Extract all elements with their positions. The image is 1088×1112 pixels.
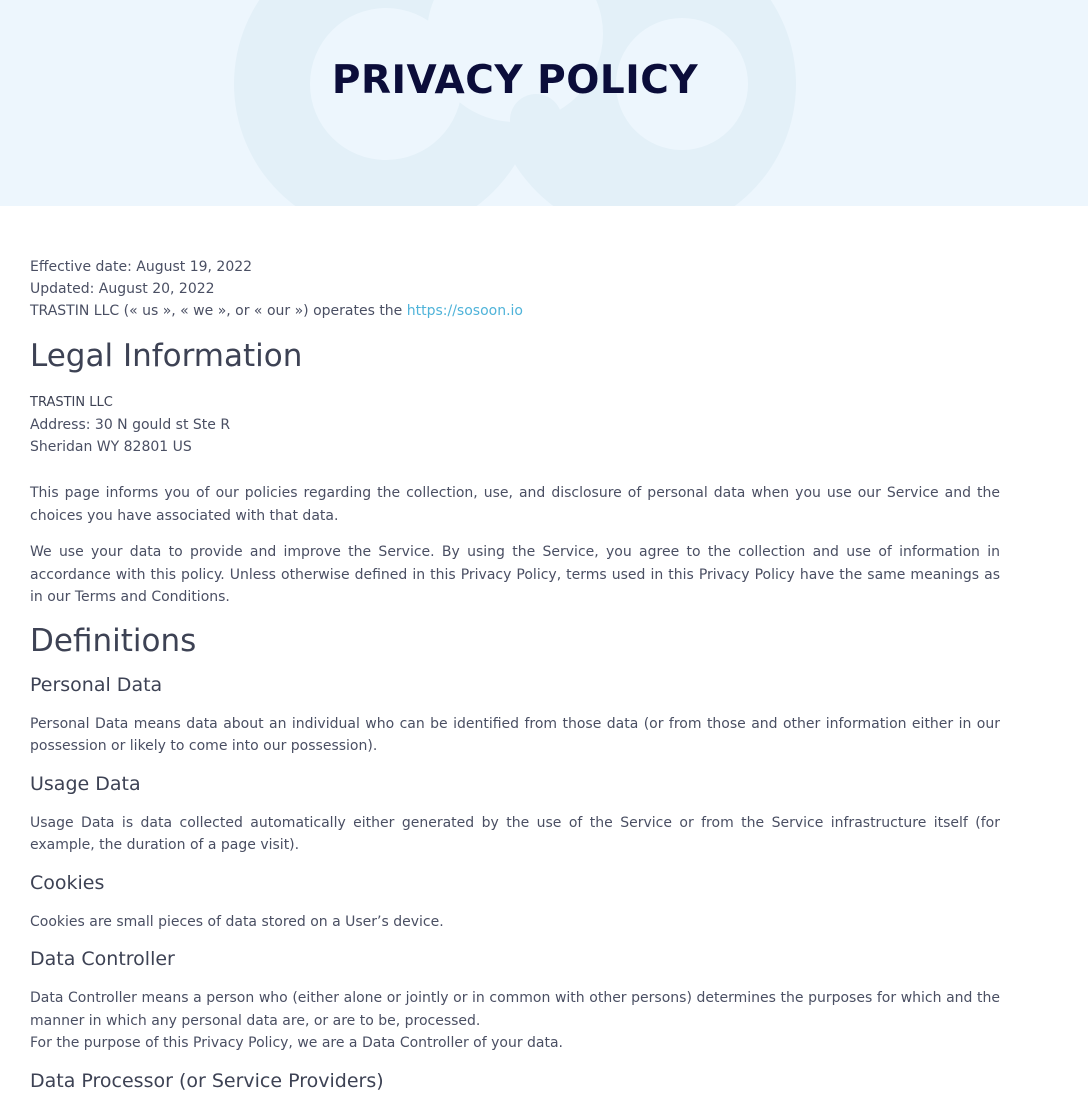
site-link[interactable]: https://sosoon.io bbox=[406, 303, 523, 319]
usage-paragraph: We use your data to provide and improve the Service. By using the Service, you agree to the collection and use of information in accordance with this policy. Unless otherwise defined in this Privacy Policy, terms used in this Privacy Policy have the same meanings as in our Terms and Conditions. bbox=[30, 544, 1000, 605]
definition-title-usage-data: Usage Data bbox=[30, 772, 141, 795]
definition-text-data-controller: Data Controller means a person who (either alone or jointly or in common with other persons) determines the purposes for which and the manner in which any personal data are, or are to be, processed. bbox=[30, 990, 1000, 1029]
hero-logo-watermark bbox=[0, 0, 1088, 206]
address-line-2: Sheridan WY 82801 US bbox=[30, 439, 192, 455]
legal-information-heading: Legal Information bbox=[30, 338, 303, 374]
definition-title-data-processor: Data Processor (or Service Providers) bbox=[30, 1069, 384, 1092]
definition-title-personal-data: Personal Data bbox=[30, 673, 163, 696]
intro-paragraph: This page informs you of our policies regarding the collection, use, and disclosure of personal data when you use our Service and the choices you have associated with that data. bbox=[30, 485, 1000, 524]
operator-text: TRASTIN LLC (« us », « we », or « our ») operates the bbox=[30, 303, 407, 319]
definition-text-usage-data: Usage Data is data collected automatically either generated by the use of the Service or from the Service infrastructure itself (for example, the duration of a page visit). bbox=[30, 814, 1000, 853]
operator-statement bbox=[30, 300, 1000, 322]
definition-text-data-controller-purpose: For the purpose of this Privacy Policy, we are a Data Controller of your data. bbox=[30, 1035, 564, 1051]
definition-title-cookies: Cookies bbox=[30, 871, 105, 894]
definition-text-personal-data: Personal Data means data about an individual who can be identified from those data (or from those and other information either in our possession or likely to come into our possession). bbox=[30, 715, 1000, 754]
policy-content bbox=[30, 256, 1000, 1109]
company-name: TRASTIN LLC bbox=[30, 395, 113, 410]
address-line-1: Address: 30 N gould st Ste R bbox=[30, 417, 231, 433]
page-hero bbox=[0, 0, 1088, 206]
definition-text-cookies: Cookies are small pieces of data stored on a User’s device. bbox=[30, 913, 444, 930]
updated-date: Updated: August 20, 2022 bbox=[30, 281, 215, 297]
definitions-heading: Definitions bbox=[30, 622, 197, 659]
page-title: PRIVACY POLICY bbox=[331, 58, 699, 103]
effective-date: Effective date: August 19, 2022 bbox=[30, 259, 253, 275]
definition-title-data-controller: Data Controller bbox=[30, 948, 175, 970]
